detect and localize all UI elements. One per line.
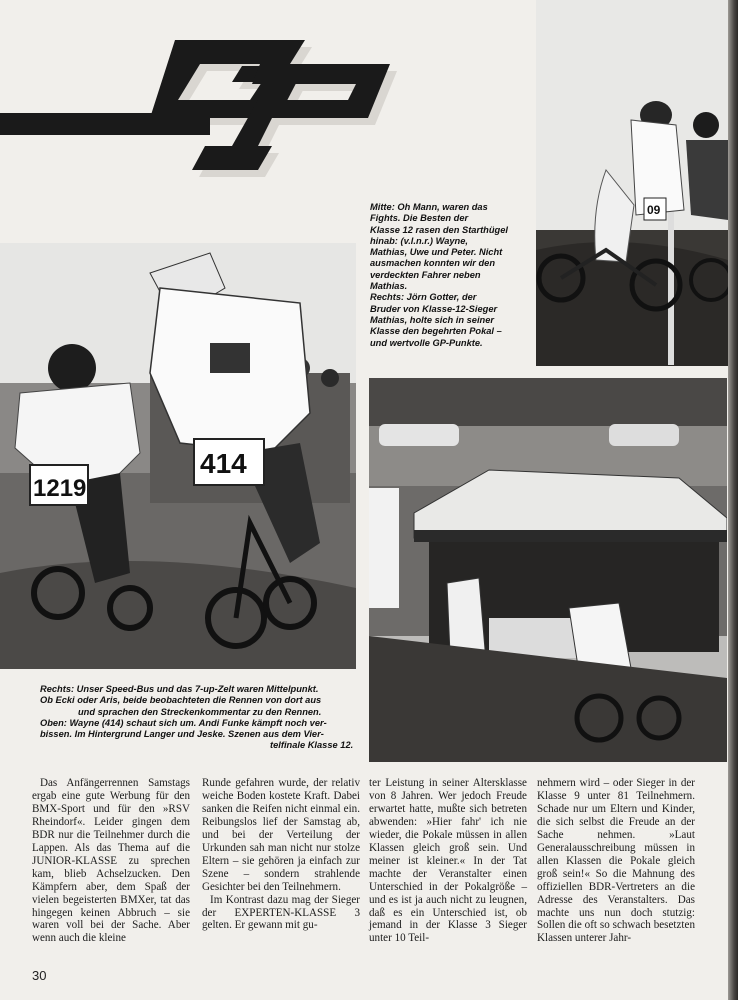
caption-line: Mitte: Oh Mann, waren das [370, 202, 488, 212]
caption-line: Bruder von Klasse-12-Sieger [370, 303, 498, 314]
caption-line: Rechts: Unser Speed-Bus und das 7-up-Zelt waren Mittelpunkt. [40, 684, 319, 694]
caption-line: bissen. Im Hintergrund Langer und Jeske. Szenen aus dem Vier- [40, 729, 324, 740]
caption-line: Klasse den begehrten Pokal – [370, 326, 502, 337]
caption-line: verdeckten Fahrer neben [370, 269, 481, 280]
article-paragraph: Das Anfängerrennen Samstags ergab eine gute Werbung für den BMX-Sport und für den »RSV Rheindorf«. Leider gingen dem BDR nur die Teilnehmer durch die Lappen. Als das Thema auf die JUNIOR-KLASSE zu sprechen kam, blieb Achselzucken. Den Kämpfern aber, dem Spaß der vielen begeisterten BMXer, tat das hingegen keinen Abbruch – sie waren voll bei der Sache. Aber wenn auch die kleine [32, 777, 190, 945]
article-paragraph: ter Leistung in seiner Altersklasse von 8 Jahren. Wer jedoch Freude erwartet hatte, mußte sich betreten abwenden: »Hier fahr' ich nie wieder, die Pokale müssen in allen Klassen gleich groß sein. Und meiner ist kleiner.« In der Tat machte der Veranstalter einen Unterschied in der Pokalgröße – und es ist ja auch nicht zu leugnen, daß es ein Unterschied ist, ob jemand in der Klasse 3 Sieger unter 10 Teil- [369, 777, 527, 945]
book-spine [728, 0, 738, 1000]
caption-line: hinab: (v.l.n.r.) Wayne, [370, 235, 468, 246]
caption-line: Mathias. [370, 281, 408, 292]
caption-line: Mathias, holte sich in seiner [370, 314, 494, 325]
caption-line: ausmachen konnten wir den [370, 258, 496, 269]
caption-line: Ob Ecki oder Aris, beide beobachteten die Rennen von dort aus [40, 695, 322, 706]
page-number: 30 [32, 968, 47, 983]
caption-line: Oben: Wayne (414) schaut sich um. Andi Funke kämpft noch ver- [40, 717, 327, 728]
caption-line: Rechts: Jörn Gotter, der [370, 292, 477, 303]
caption-line: Fights. Die Besten der [370, 213, 469, 224]
article-column-3 [369, 777, 527, 945]
caption-line: Klasse 12 rasen den Starthügel [370, 224, 508, 235]
article-column-4 [537, 777, 695, 945]
caption-line: telfinale Klasse 12. [270, 740, 354, 751]
photo-7up-tent [369, 378, 727, 762]
gp-logo-graphic [0, 0, 400, 200]
article-paragraph: Im Kontrast dazu mag der Sieger der EXPERTEN-KLASSE 3 gelten. Er gewann mit gu- [202, 893, 360, 932]
caption-line: Mathias, Uwe und Peter. Nicht [370, 247, 503, 258]
bib-number-414: 414 [200, 448, 247, 479]
caption-line: und sprachen den Streckenkommentar zu den Rennen. [78, 706, 322, 717]
article-paragraph: Runde gefahren wurde, der relativ weiche Boden kostete Kraft. Dabei sanken die Reifen nicht einmal ein. Reibungslos lief der Samstag ab, und bei der Verteilung der Urkunden sah man nicht nur stolze Eltern – sie gehören ja einfach zur Szene – sondern strahlende Gesichter bei den Teilnehmern. [202, 777, 360, 893]
photo-race-main [0, 243, 356, 669]
bib-number-1219: 1219 [33, 475, 87, 502]
caption-top-right [370, 202, 536, 349]
caption-bottom-left [40, 684, 360, 752]
bib-number-top: 09 [647, 203, 661, 217]
caption-line: und wertvolle GP-Punkte. [370, 337, 483, 348]
gp-logo [0, 0, 400, 200]
photo-starthuegel [536, 0, 728, 366]
article-column-2 [202, 777, 360, 932]
article-column-1 [32, 777, 190, 945]
article-paragraph: nehmern wird – oder Sieger in der Klasse 9 unter 81 Teilnehmern. Schade nur um Eltern und Kinder, die sich selbst die Freude an der Sache nehmen. »Laut Generalausschreibung müssen in allen Klassen die Pokale gleich groß sein!« So die Mahnung des offiziellen BDR-Vertreters an die Adresse des Veranstalters. Das machte uns nun doch stutzig: Sollen die oft so schwach besetzten Klassen unterer Jahr- [537, 777, 695, 945]
